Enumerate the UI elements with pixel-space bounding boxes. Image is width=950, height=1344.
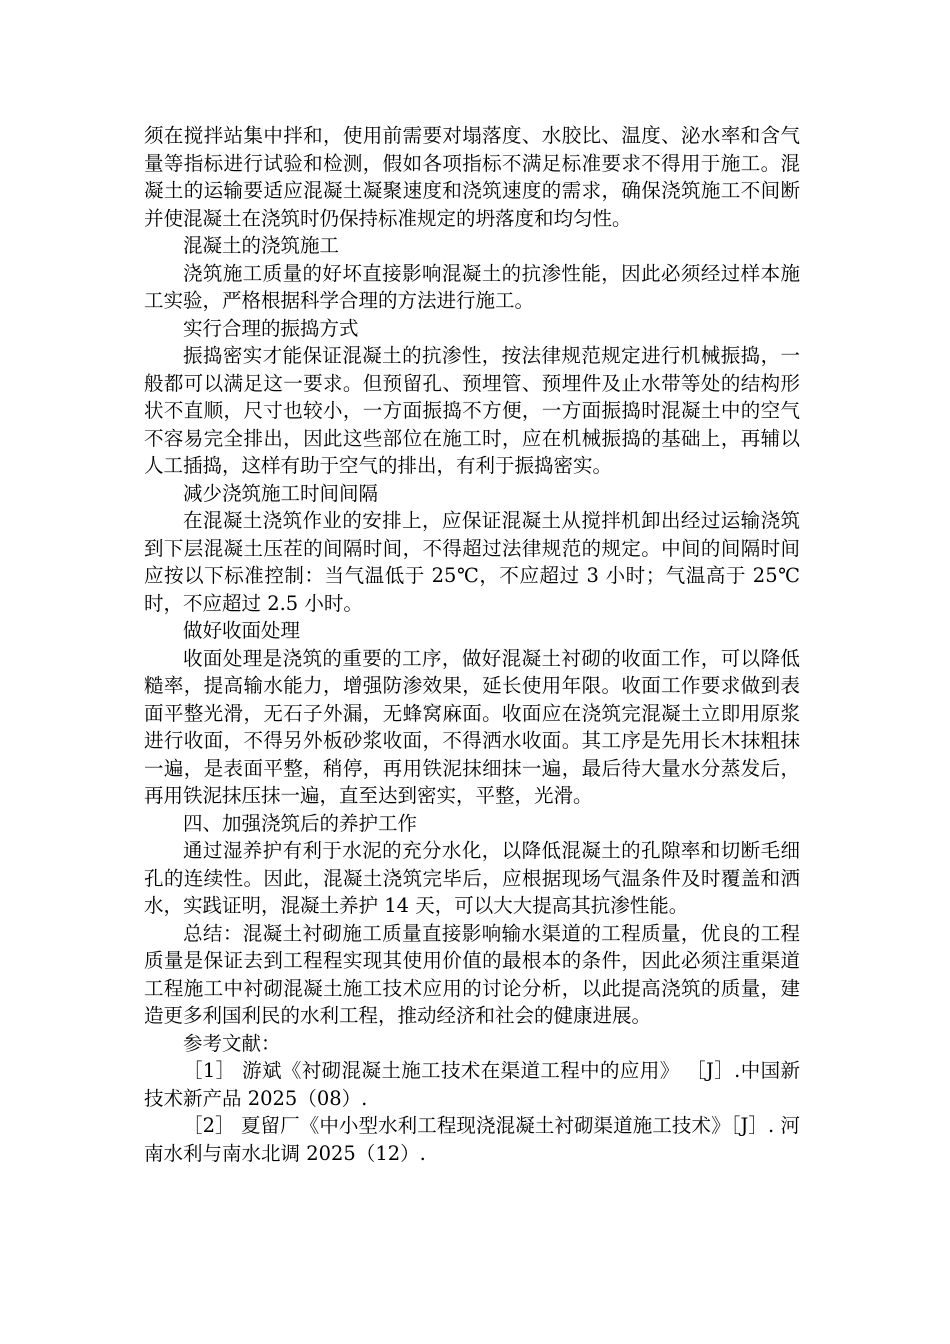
heading-vibration-method: 实行合理的振捣方式 <box>183 316 359 340</box>
heading-pouring-construction: 混凝土的浇筑施工 <box>183 234 340 257</box>
heading-reduce-interval: 减少浇筑施工时间间隔 <box>183 481 379 505</box>
document-body <box>144 122 800 1167</box>
heading-surface-finishing: 做好收面处理 <box>183 619 301 642</box>
heading-curing: 四、加强浇筑后的养护工作 <box>183 811 418 835</box>
paragraph-interval: 在混凝土浇筑作业的安排上，应保证混凝土从搅拌机卸出经过运输浇筑到下层混凝土压茬的间隔时间，不得超过法律规范的规定。中间的间隔时间应按以下标准控制：当气温低于 25℃，不应超过 3 小时；气温高于 25℃时，不应超过 2.5 小时。 <box>144 509 800 615</box>
reference-item-1: ［1］ 游斌《衬砌混凝土施工技术在渠道工程中的应用》 ［J］.中国新技术新产品 2025（08）. <box>144 1059 800 1110</box>
paragraph-summary: 总结：混凝土衬砌施工质量直接影响输水渠道的工程质量，优良的工程质量是保证去到工程程实现其使用价值的最根本的条件，因此必须注重渠道工程施工中衬砌混凝土施工技术应用的讨论分析，以此提高浇筑的质量，建造更多利国利民的水利工程，推动经济和社会的健康进展。 <box>144 921 800 1027</box>
reference-item-2: ［2］ 夏留厂《中小型水利工程现浇混凝土衬砌渠道施工技术》［J］. 河南水利与南水北调 2025（12）. <box>144 1114 800 1165</box>
paragraph-curing: 通过湿养护有利于水泥的充分水化，以降低混凝土的孔隙率和切断毛细孔的连续性。因此，混凝土浇筑完毕后，应根据现场气温条件及时覆盖和洒水，实践证明，混凝土养护 14 天，可以大大提高其抗渗性能。 <box>144 839 800 917</box>
paragraph-pouring-quality: 浇筑施工质量的好坏直接影响混凝土的抗渗性能，因此必须经过样本施工实验，严格根据科学合理的方法进行施工。 <box>144 261 800 312</box>
paragraph-vibration: 振捣密实才能保证混凝土的抗渗性，按法律规范规定进行机械振捣，一般都可以满足这一要求。但预留孔、预埋管、预埋件及止水带等处的结构形状不直顺，尺寸也较小，一方面振捣不方便，一方面振捣时混凝土中的空气不容易完全排出，因此这些部位在施工时，应在机械振捣的基础上，再辅以人工插捣，这样有助于空气的排出，有利于振捣密实。 <box>144 344 800 477</box>
heading-references: 参考文献： <box>183 1031 281 1055</box>
paragraph-continued-mixing: 须在搅拌站集中拌和，使用前需要对塌落度、水胶比、温度、泌水率和含气量等指标进行试验和检测，假如各项指标不满足标准要求不得用于施工。混凝土的运输要适应混凝土凝聚速度和浇筑速度的需求，确保浇筑施工不间断并使混凝土在浇筑时仍保持标准规定的坍落度和均匀性。 <box>144 124 800 230</box>
paragraph-surface-finishing: 收面处理是浇筑的重要的工序，做好混凝土衬砌的收面工作，可以降低糙率，提高输水能力，增强防渗效果，延长使用年限。收面工作要求做到表面平整光滑，无石子外漏，无蜂窝麻面。收面应在浇筑完混凝土立即用原浆进行收面，不得另外板砂浆收面，不得洒水收面。其工序是先用长木抹粗抹一遍，是表面平整，稍停，再用铁泥抹细抹一遍，最后待大量水分蒸发后，再用铁泥抹压抹一遍，直至达到密实，平整，光滑。 <box>144 646 800 807</box>
